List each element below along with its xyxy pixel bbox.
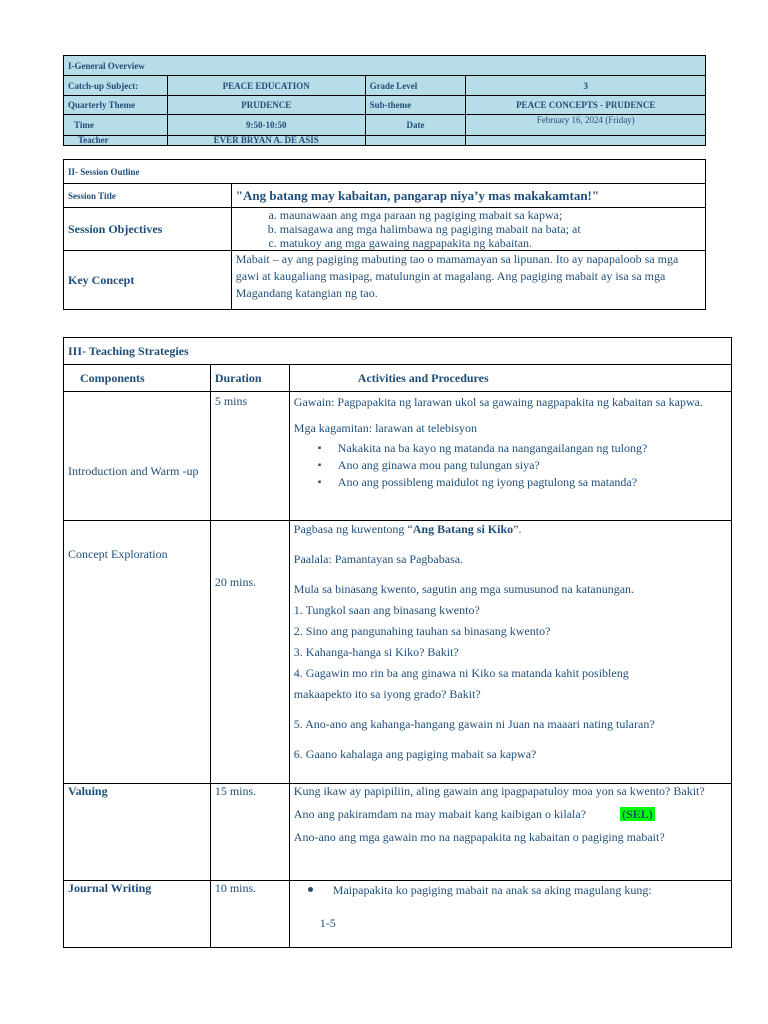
general-overview-heading: I-General Overview <box>64 56 706 76</box>
concept-activities <box>289 521 731 784</box>
bullet-icon <box>308 887 313 892</box>
journal-range: 1-5 <box>319 916 336 930</box>
objective-item: b. maisagawa ang mga halimbawa ng pagiging mabait na bata; at <box>280 222 701 236</box>
empty-cell <box>466 136 706 146</box>
subject-label: Catch-up Subject: <box>64 76 168 96</box>
intro-kagamitan: Mga kagamitan: larawan at telebisyon <box>293 421 478 435</box>
valuing-question-3: Ano-ano ang mga gawain mo na nagpapakita ng kabaitan o pagiging mabait? <box>293 830 665 844</box>
sel-badge: (SEL) <box>622 807 653 821</box>
teacher-value: EVER BRYAN A. DE ASIS <box>167 136 365 146</box>
intro-gawain: Gawain: Pagpapakita ng larawan ukol sa gawaing nagpapakita ng kabaitan sa kapwa. <box>293 395 703 409</box>
session-outline-table <box>63 159 706 310</box>
valuing-component: Valuing <box>64 784 211 881</box>
duration-header: Duration <box>210 365 289 392</box>
teaching-strategies-heading: III- Teaching Strategies <box>64 338 732 365</box>
subject-value: PEACE EDUCATION <box>167 76 365 96</box>
objectives-list <box>236 208 701 250</box>
concept-duration: 20 mins. <box>210 521 289 784</box>
empty-cell <box>365 136 466 146</box>
reading-line: Pagbasa ng kuwentong “Ang Batang si Kiko”. <box>293 522 522 536</box>
journal-duration: 10 mins. <box>210 881 289 948</box>
valuing-question-2: Ano ang pakiramdam na may mabait kang kaibigan o kilala? <box>293 807 587 821</box>
time-value: 9:50-10:50 <box>167 115 365 136</box>
concept-component: Concept Exploration <box>64 521 211 784</box>
intro-questions-list <box>294 440 727 491</box>
subtheme-value: PEACE CONCEPTS - PRUDENCE <box>466 96 706 115</box>
question-4: 4. Gagawin mo rin ba ang ginawa ni Kiko sa matanda kahit posibleng <box>293 666 629 680</box>
key-concept-label: Key Concept <box>64 251 232 310</box>
session-outline-heading: II- Session Outline <box>64 160 706 184</box>
intro-activities <box>289 392 731 521</box>
components-header: Components <box>64 365 211 392</box>
valuing-question-1: Kung ikaw ay papipiliin, aling gawain ang ipagpapatuloy moa yon sa kwento? Bakit? <box>293 784 705 798</box>
session-objectives-label: Session Objectives <box>64 208 232 251</box>
question-6: 6. Gaano kahalaga ang pagiging mabait sa kapwa? <box>293 747 537 761</box>
paalala: Paalala: Pamantayan sa Pagbabasa. <box>293 552 464 566</box>
date-value: February 16, 2024 (Friday) <box>466 115 706 136</box>
question-1: 1. Tungkol saan ang binasang kwento? <box>293 603 480 617</box>
intro-question: ▪ Nakakita na ba kayo ng matanda na nangangailangan ng tulong? <box>338 440 727 457</box>
valuing-activities <box>289 784 731 881</box>
date-label: Date <box>365 115 466 136</box>
question-4-cont: makaapekto ito sa iyong grado? Bakit? <box>293 687 481 701</box>
teaching-strategies-table <box>63 337 732 948</box>
theme-label: Quarterly Theme <box>64 96 168 115</box>
intro-question: ▪ Ano ang possibleng maidulot ng iyong pagtulong sa matanda? <box>338 474 727 491</box>
journal-prompt: Maipapakita ko pagiging mabait na anak sa aking magulang kung: <box>332 883 652 897</box>
intro-question: ▪ Ano ang ginawa mou pang tulungan siya? <box>338 457 727 474</box>
activities-header: Activities and Procedures <box>289 365 731 392</box>
session-title-label: Session Title <box>64 184 232 208</box>
objective-item: a. maunawaan ang mga paraan ng pagiging mabait sa kapwa; <box>280 208 701 222</box>
valuing-question-2-line <box>294 807 727 822</box>
time-label: Time <box>64 115 168 136</box>
subtheme-label: Sub-theme <box>365 96 466 115</box>
general-overview-table <box>63 55 706 146</box>
grade-value: 3 <box>466 76 706 96</box>
key-concept-value: Mabait – ay ang pagiging mabuting tao o mamamayan sa lipunan. Ito ay napapaloob sa mga gawi at kaugaliang masipag, matulungin at magalang. Ang pagiging mabait ay isa sa mga Magandang katangian ng tao. <box>231 251 705 310</box>
grade-label: Grade Level <box>365 76 466 96</box>
valuing-duration: 15 mins. <box>210 784 289 881</box>
question-5: 5. Ano-ano ang kahanga-hangang gawain ni Juan na maaari nating tularan? <box>293 717 655 731</box>
theme-value: PRUDENCE <box>167 96 365 115</box>
objective-item: c. matukoy ang mga gawaing nagpapakita ng kabaitan. <box>280 236 701 250</box>
session-objectives-cell <box>231 208 705 251</box>
journal-component: Journal Writing <box>64 881 211 948</box>
question-2: 2. Sino ang pangunahing tauhan sa binasang kwento? <box>293 624 551 638</box>
journal-prompt-line <box>294 883 727 898</box>
story-title: Ang Batang si Kiko <box>412 522 514 536</box>
teacher-label: Teacher <box>64 136 168 146</box>
session-title-value: "Ang batang may kabaitan, pangarap niya’y mas makakamtan!" <box>231 184 705 208</box>
instruction: Mula sa binasang kwento, sagutin ang mga sumusunod na katanungan. <box>293 582 635 596</box>
question-3: 3. Kahanga-hanga si Kiko? Bakit? <box>293 645 459 659</box>
journal-activities <box>289 881 731 948</box>
intro-component: Introduction and Warm -up <box>64 392 211 521</box>
intro-duration: 5 mins <box>210 392 289 521</box>
